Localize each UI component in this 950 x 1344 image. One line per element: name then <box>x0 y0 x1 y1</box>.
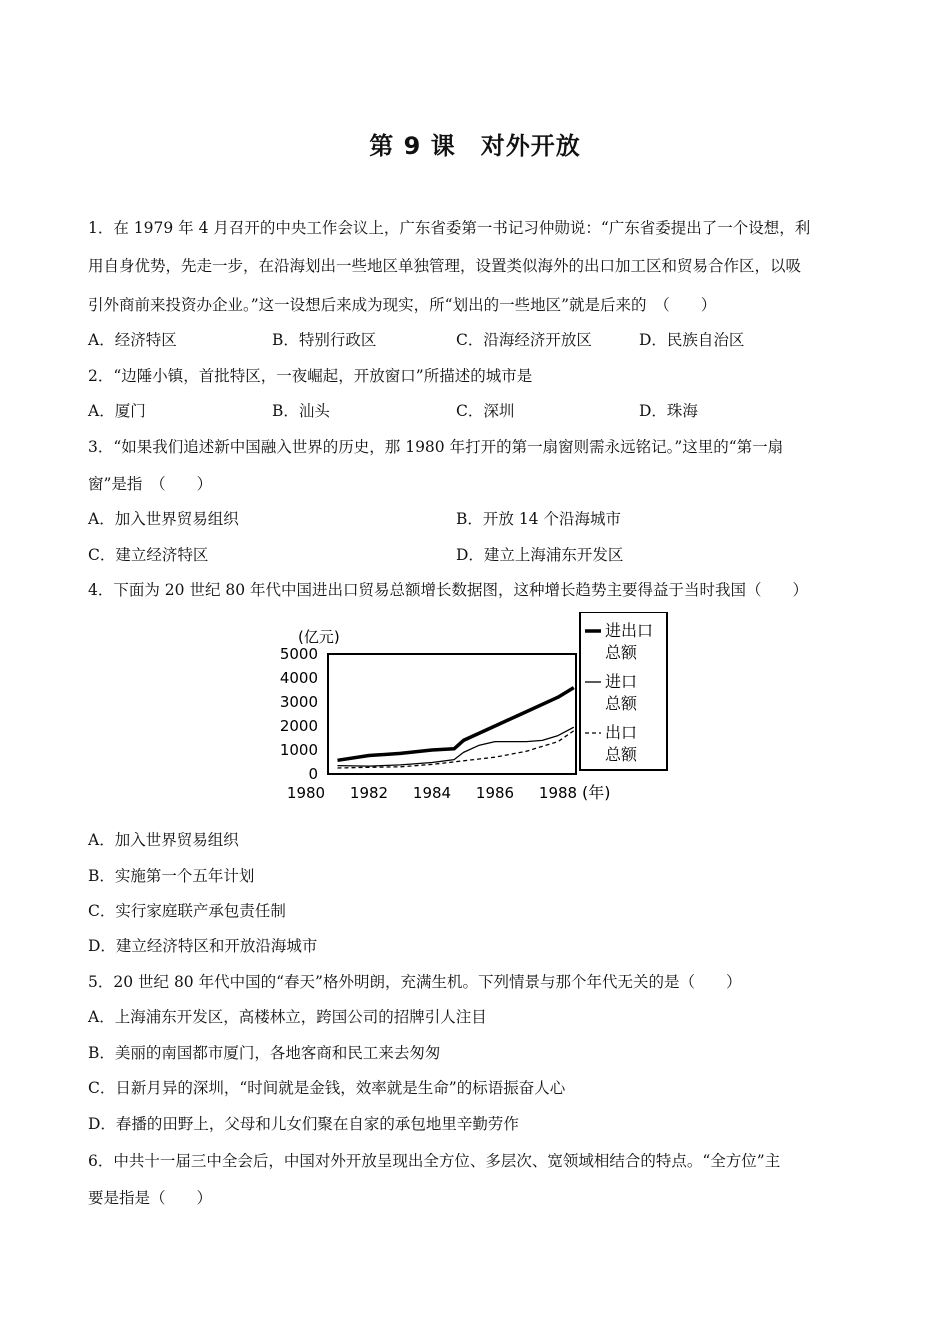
legend-label-total-2: 总额 <box>605 643 638 662</box>
chart-x-ticks <box>287 784 577 802</box>
q2-option-c[interactable]: C．深圳 <box>456 402 515 420</box>
q5-option-a[interactable]: A．上海浦东开发区，高楼林立，跨国公司的招牌引人注目 <box>88 1008 487 1026</box>
q1-stem-line-1: 1．在 1979 年 4 月召开的中央工作会议上，广东省委第一书记习仲勋说：“广东省委提出了一个设想，利 <box>88 219 811 237</box>
trade-chart <box>272 612 672 812</box>
q1-stem-line-2: 用自身优势，先走一步，在沿海划出一些地区单独管理，设置类似海外的出口加工区和贸易合作区，以吸 <box>88 257 802 275</box>
x-tick-label-1988: 1988 <box>538 784 578 802</box>
chart-y-ticks <box>280 645 318 783</box>
legend-label-import-1: 进口 <box>605 672 638 691</box>
trade-chart-svg <box>272 612 672 812</box>
y-tick-label-5000: 5000 <box>279 645 318 663</box>
x-tick-label-1984: 1984 <box>412 784 452 802</box>
chart-xlabel: (年) <box>582 783 611 802</box>
q6-stem-line-1: 6．中共十一届三中全会后，中国对外开放呈现出全方位、多层次、宽领域相结合的特点。“全方位”主 <box>88 1152 781 1170</box>
q1-option-a[interactable]: A．经济特区 <box>88 331 177 349</box>
q4-option-d[interactable]: D．建立经济特区和开放沿海城市 <box>88 937 318 955</box>
q1-option-b[interactable]: B．特别行政区 <box>272 331 377 349</box>
x-tick-label-1982: 1982 <box>349 784 389 802</box>
q2-stem: 2．“边陲小镇，首批特区，一夜崛起，开放窗口”所描述的城市是 <box>88 367 533 385</box>
chart-series-group <box>338 688 574 768</box>
x-tick-label-1980: 1980 <box>286 784 326 802</box>
q3-stem-line-1: 3．“如果我们追述新中国融入世界的历史，那 1980 年打开的第一扇窗则需永远铭记。”这里的“第一扇 <box>88 438 784 456</box>
q4-option-c[interactable]: C．实行家庭联产承包责任制 <box>88 902 286 920</box>
q4-option-a[interactable]: A．加入世界贸易组织 <box>88 831 239 849</box>
legend-label-total-1: 进出口 <box>605 621 654 640</box>
y-tick-label-1000: 1000 <box>279 741 318 759</box>
q5-stem: 5．20 世纪 80 年代中国的“春天”格外明朗，充满生机。下列情景与那个年代无关的是（ ） <box>88 973 742 991</box>
q1-stem-line-3: 引外商前来投资办企业。”这一设想后来成为现实，所“划出的一些地区”就是后来的 （ ） <box>88 296 717 314</box>
q4-option-b[interactable]: B．实施第一个五年计划 <box>88 867 255 885</box>
chart-ylabel: (亿元) <box>298 628 340 646</box>
legend-label-export-1: 出口 <box>605 723 638 742</box>
q5-option-c[interactable]: C．日新月异的深圳，“时间就是金钱，效率就是生命”的标语振奋人心 <box>88 1079 566 1097</box>
q2-option-d[interactable]: D．珠海 <box>639 402 698 420</box>
page-title: 第 9 课 对外开放 <box>369 132 581 160</box>
q2-option-a[interactable]: A．厦门 <box>88 402 146 420</box>
q1-option-d[interactable]: D．民族自治区 <box>639 331 745 349</box>
q3-option-d[interactable]: D．建立上海浦东开发区 <box>456 546 624 564</box>
q4-stem: 4．下面为 20 世纪 80 年代中国进出口贸易总额增长数据图，这种增长趋势主要得益于当时我国（ ） <box>88 581 809 599</box>
y-tick-label-0: 0 <box>308 765 318 783</box>
legend-label-export-2: 总额 <box>605 745 638 764</box>
q3-option-c[interactable]: C．建立经济特区 <box>88 546 209 564</box>
x-tick-label-1986: 1986 <box>475 784 515 802</box>
q3-option-b[interactable]: B．开放 14 个沿海城市 <box>456 510 621 528</box>
legend-label-import-2: 总额 <box>605 694 638 713</box>
q1-option-c[interactable]: C．沿海经济开放区 <box>456 331 592 349</box>
q3-option-a[interactable]: A．加入世界贸易组织 <box>88 510 239 528</box>
q5-option-d[interactable]: D．春播的田野上，父母和儿女们聚在自家的承包地里辛勤劳作 <box>88 1115 519 1133</box>
q5-option-b[interactable]: B．美丽的南国都市厦门，各地客商和民工来去匆匆 <box>88 1044 441 1062</box>
q3-stem-line-2: 窗”是指 （ ） <box>88 475 213 493</box>
y-tick-label-3000: 3000 <box>279 693 318 711</box>
series-line-total <box>338 688 574 761</box>
y-tick-label-2000: 2000 <box>279 717 318 735</box>
q2-option-b[interactable]: B．汕头 <box>272 402 330 420</box>
y-tick-label-4000: 4000 <box>279 669 318 687</box>
q6-stem-line-2: 要是指是（ ） <box>88 1189 213 1207</box>
